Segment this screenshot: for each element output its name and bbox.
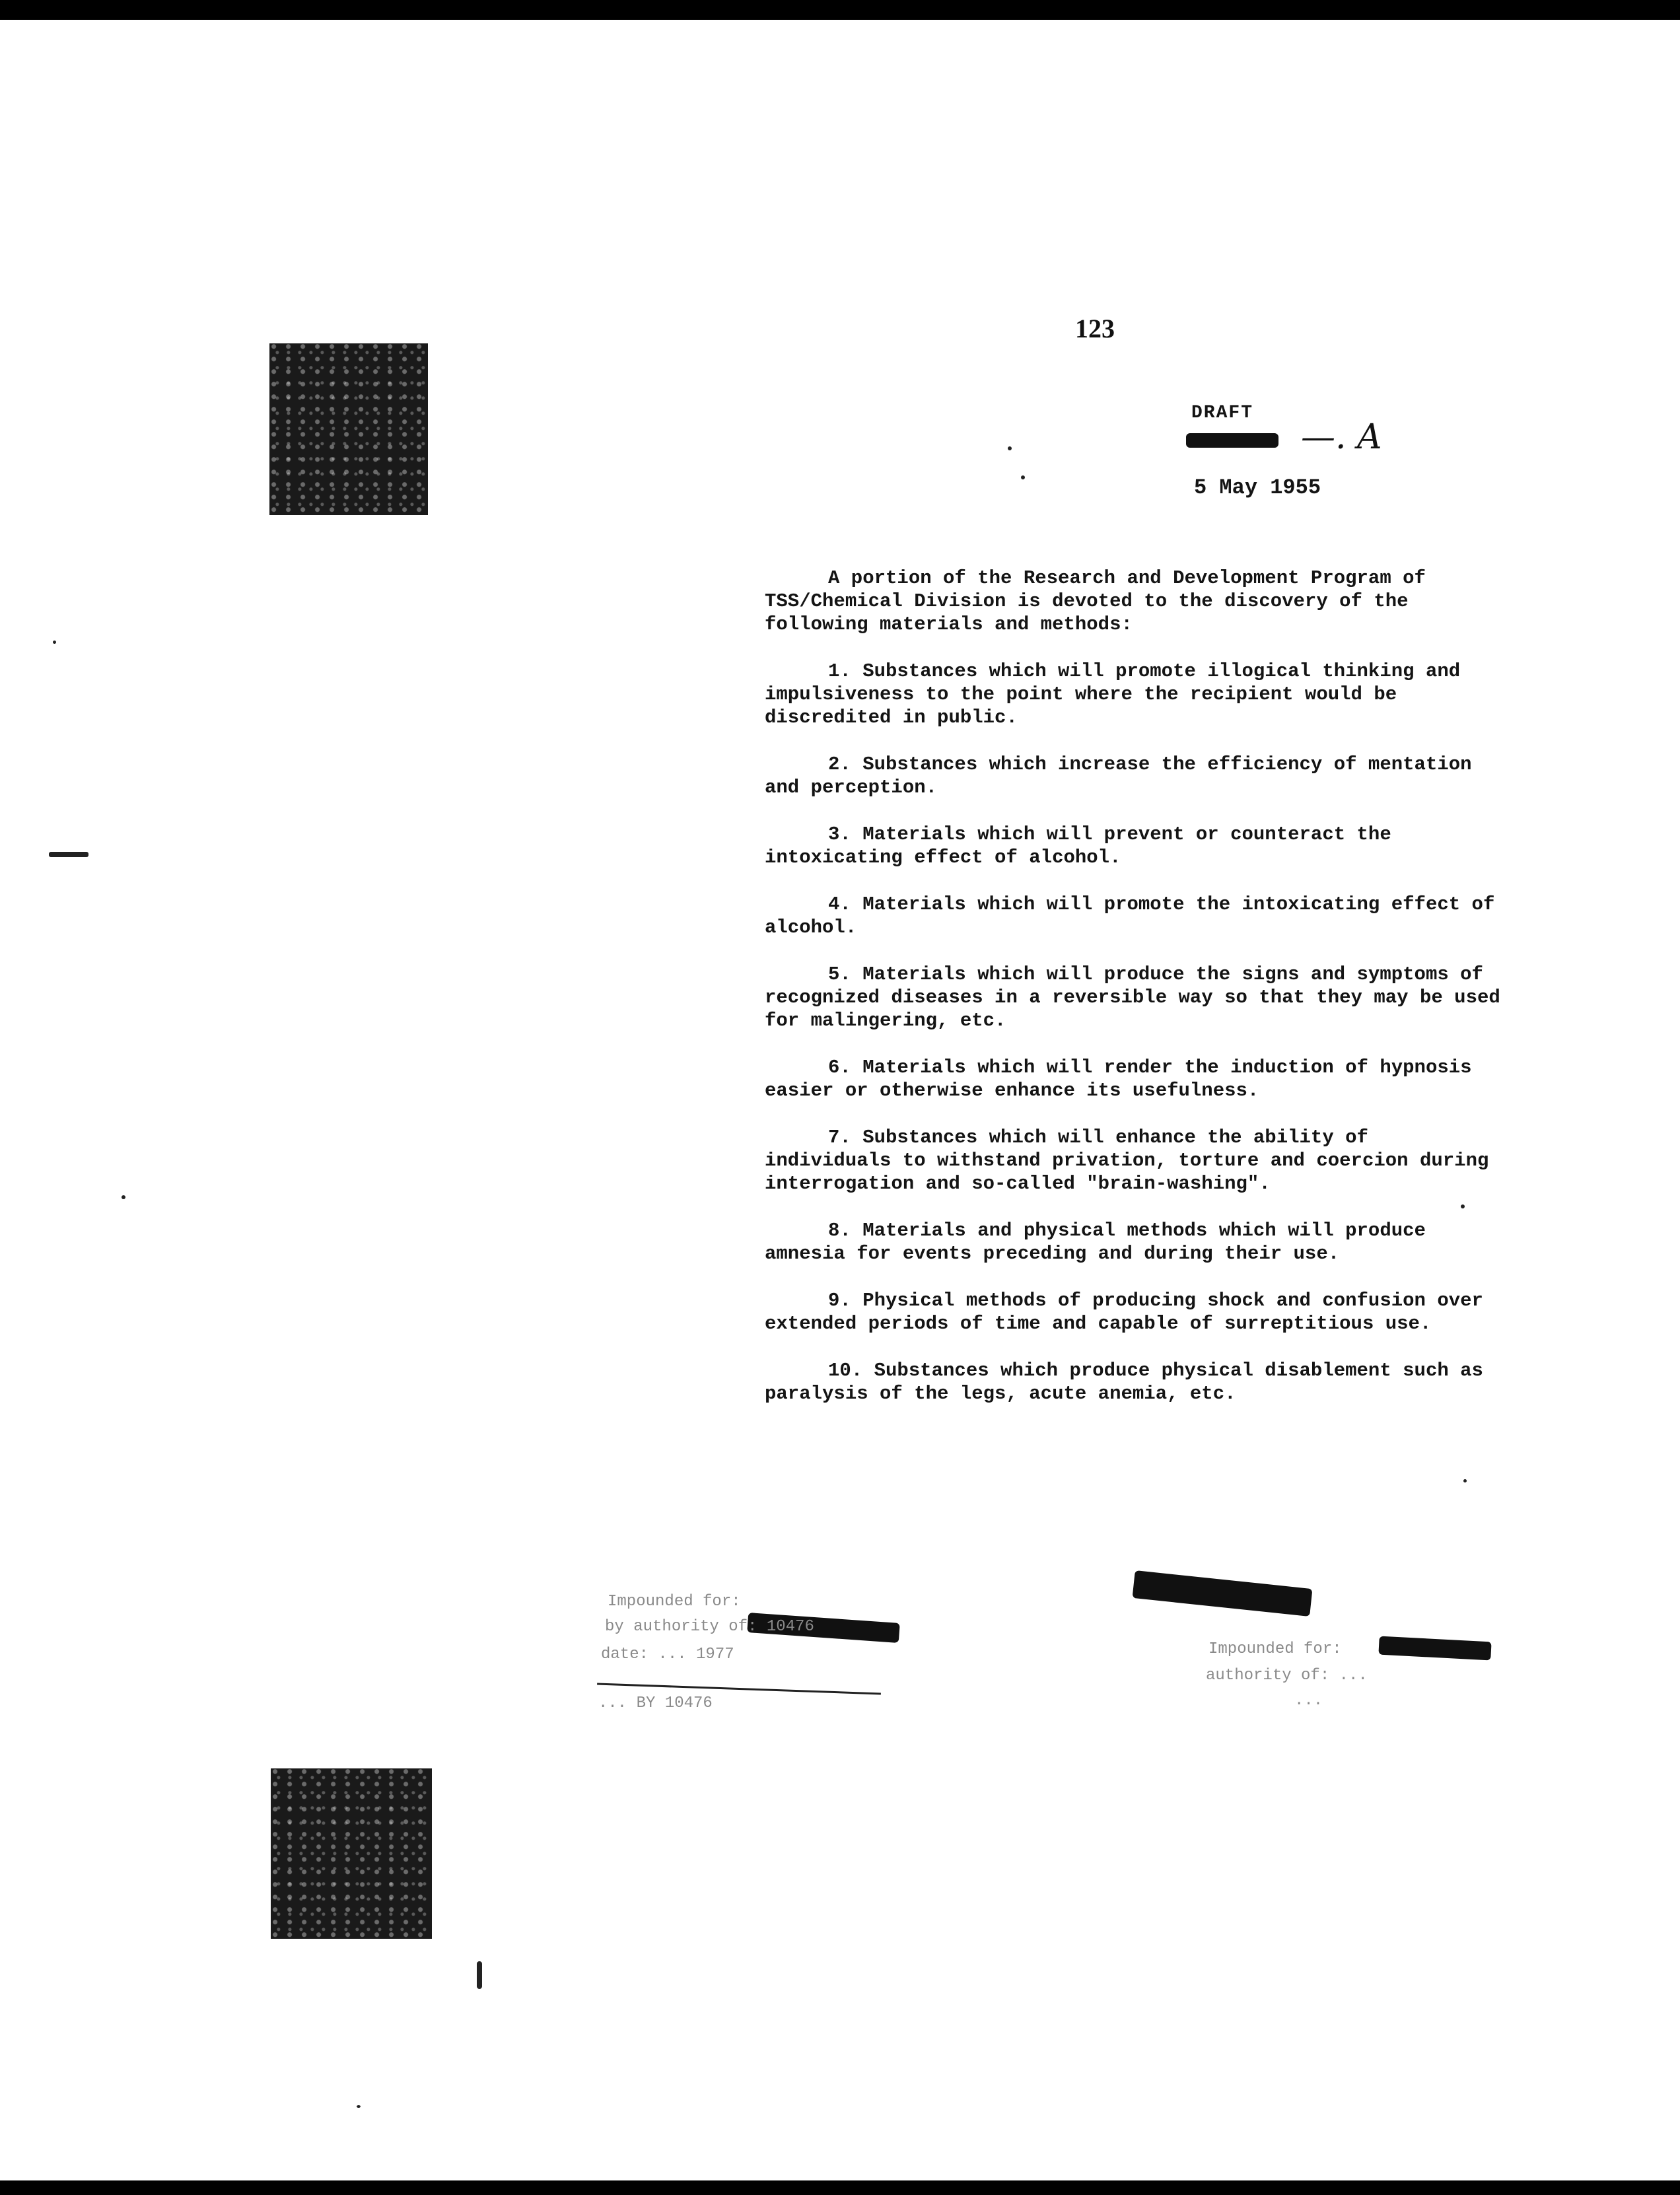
stamp-left-line-1: Impounded for: (608, 1593, 741, 1611)
redacted-block-top (269, 343, 428, 515)
redacted-block-bottom (271, 1768, 432, 1939)
scan-speck (53, 641, 56, 644)
list-item: 8. Materials and physical methods which will produce amnesia for events preceding and during their use. (765, 1220, 1426, 1265)
list-item: 6. Materials which will render the induction of hypnosis easier or otherwise enhance its usefulness. (765, 1057, 1472, 1101)
scan-border-top (0, 0, 1680, 20)
list-item: 9. Physical methods of producing shock and confusion over extended periods of time and capable of surreptitious use. (765, 1290, 1483, 1335)
list-item: 5. Materials which will produce the signs and symptoms of recognized diseases in a reversible way so that they may be used for malingering, etc. (765, 963, 1500, 1031)
list-item: 3. Materials which will prevent or counteract the intoxicating effect of alcohol. (765, 823, 1391, 868)
list-item: 2. Substances which increase the efficiency of mentation and perception. (765, 753, 1472, 798)
memo-body (765, 567, 1504, 1405)
scan-speck (49, 852, 88, 857)
stamp-right-line-3: ... (1294, 1692, 1323, 1710)
redacted-classification (1186, 433, 1278, 448)
list-item: 7. Substances which will enhance the ability of individuals to withstand privation, torture and coercion during interrogation and so-called "brain-washing". (765, 1127, 1489, 1195)
redacted-stamp-right-top (1133, 1570, 1313, 1617)
page-number: 123 (1075, 314, 1115, 343)
stamp-left-line-2: by authority of: 10476 (605, 1618, 814, 1636)
list-item: 4. Materials which will promote the intoxicating effect of alcohol. (765, 893, 1495, 938)
stamp-right-line-1: Impounded for: (1208, 1640, 1342, 1658)
scan-speck (1021, 475, 1025, 479)
stamp-left-rule (597, 1683, 881, 1694)
list-item: 1. Substances which will promote illogical thinking and impulsiveness to the point where the recipient would be discredited in public. (765, 660, 1461, 728)
scan-speck (357, 2105, 361, 2108)
scan-speck (122, 1195, 125, 1199)
stamp-left-line-4: ... BY 10476 (598, 1694, 713, 1712)
intro-paragraph: A portion of the Research and Development Program of TSS/Chemical Division is devoted to the discovery of the following materials and methods: (765, 567, 1426, 635)
list-item: 10. Substances which produce physical disablement such as paralysis of the legs, acute anemia, etc. (765, 1360, 1483, 1405)
stamp-right-line-2: authority of: ... (1206, 1667, 1368, 1685)
scan-speck (1008, 446, 1012, 450)
scan-border-bottom (0, 2180, 1680, 2195)
scan-speck (477, 1961, 482, 1989)
draft-label: DRAFT (1191, 403, 1254, 423)
stamp-left-line-3: date: ... 1977 (601, 1646, 734, 1663)
document-date: 5 May 1955 (1194, 475, 1321, 500)
scan-speck (1461, 1204, 1465, 1208)
handwritten-mark: —. A (1301, 417, 1382, 457)
redacted-stamp-right (1378, 1636, 1491, 1661)
scan-speck (1463, 1479, 1467, 1482)
